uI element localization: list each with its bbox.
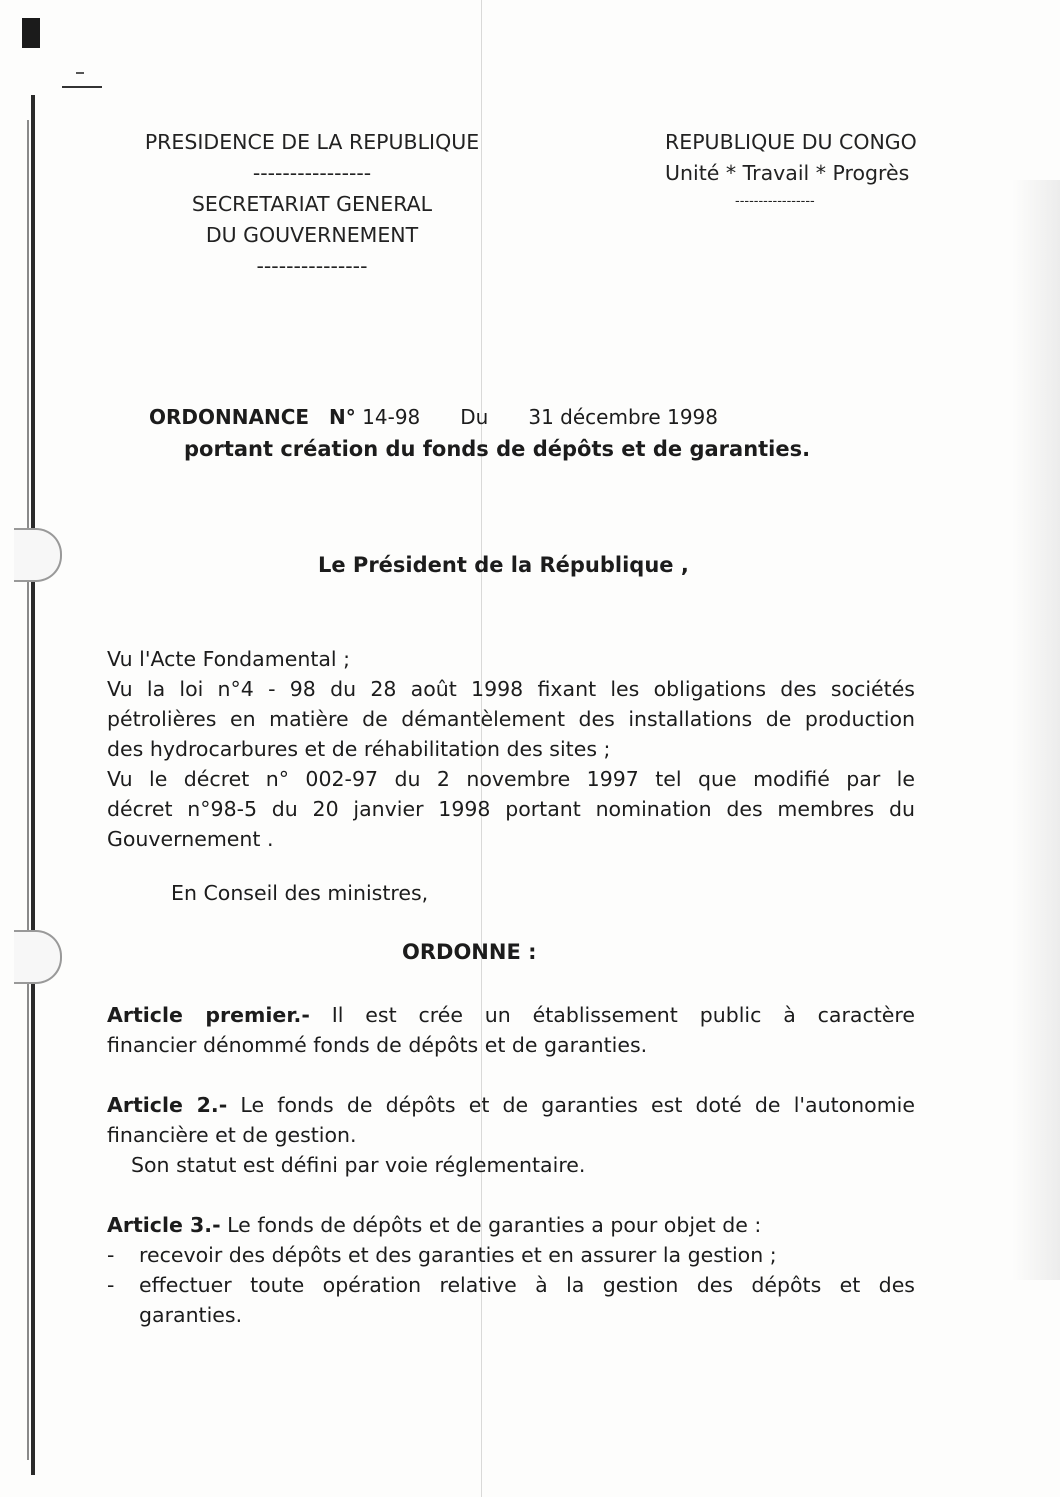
article-3-bullet-2 [107, 1270, 915, 1330]
article-3 [107, 1210, 915, 1330]
visas-block [107, 644, 915, 854]
president-heading: Le Président de la République , [318, 553, 689, 577]
punch-hole-upper [14, 528, 62, 582]
article-2-line-2: financière et de gestion. [107, 1123, 357, 1147]
visa-decret-line-3: Gouvernement . [107, 827, 274, 851]
article-2-text-1: Le fonds de dépôts et de garanties est doté de l'autonomie [240, 1093, 915, 1117]
visa-acte-fondamental: Vu l'Acte Fondamental ; [107, 647, 351, 671]
bullet-dash: - [107, 1273, 115, 1297]
ordonnance-label: ORDONNANCE [149, 405, 310, 429]
punch-hole-lower [14, 930, 62, 984]
header-gouvernement: DU GOUVERNEMENT [205, 223, 419, 247]
header-motto: Unité * Travail * Progrès [665, 161, 910, 185]
article-2-line-1 [107, 1090, 915, 1120]
ordonnance-date: 31 décembre 1998 [528, 405, 718, 429]
scan-corner-dots [76, 72, 84, 74]
article-2-title: Article 2.- [107, 1093, 228, 1117]
ordonnance-du: Du [460, 405, 489, 429]
header-left-separator-2: --------------- [256, 254, 368, 278]
conseil-line: En Conseil des ministres, [171, 881, 429, 905]
article-3-bullet-1-text: recevoir des dépôts et des garanties et en assurer la gestion ; [139, 1243, 777, 1267]
header-presidence: PRESIDENCE DE LA REPUBLIQUE [144, 130, 480, 154]
ordonne-heading: ORDONNE : [402, 940, 537, 964]
visa-loi-line-1: Vu la loi n°4 - 98 du 28 août 1998 fixant les obligations des sociétés [107, 677, 915, 701]
header-secretariat: SECRETARIAT GENERAL [191, 192, 433, 216]
article-2-line-3: Son statut est défini par voie réglementaire. [131, 1153, 586, 1177]
header-left-block [128, 127, 496, 282]
article-premier-title: Article premier.- [107, 1003, 310, 1027]
scan-corner-dash [62, 86, 102, 88]
article-3-bullet-2-line-1: effectuer toute opération relative à la gestion des dépôts et des [139, 1273, 915, 1297]
article-premier-text-1: Il est crée un établissement public à caractère [331, 1003, 915, 1027]
header-left-separator-1: ---------------- [252, 161, 372, 185]
header-republique: REPUBLIQUE DU CONGO [665, 130, 917, 154]
ordonnance-number-label: N° [329, 405, 356, 429]
article-2 [107, 1090, 915, 1180]
article-3-line-1 [107, 1210, 915, 1240]
visa-decret-line-2: décret n°98-5 du 20 janvier 1998 portant nomination des membres du [107, 797, 915, 821]
scan-corner-mark [22, 18, 40, 48]
article-premier [107, 1000, 915, 1060]
binding-edge [31, 95, 35, 1475]
binding-edge-shadow [27, 120, 29, 1460]
article-premier-line-1 [107, 1000, 915, 1030]
article-premier-line-2: financier dénommé fonds de dépôts et de garanties. [107, 1033, 648, 1057]
visa-loi-line-2: pétrolières en matière de démantèlement des installations de production [107, 707, 915, 731]
article-3-bullet-1 [107, 1240, 915, 1270]
bullet-dash: - [107, 1243, 115, 1267]
header-right-block [665, 127, 951, 215]
header-right-separator: ----------------- [735, 194, 815, 209]
visa-loi-line-3: des hydrocarbures et de réhabilitation des sites ; [107, 737, 611, 761]
ordonnance-heading [149, 405, 718, 429]
article-3-bullet-2-line-2: garanties. [139, 1303, 243, 1327]
ordonnance-subject: portant création du fonds de dépôts et de garanties. [184, 437, 811, 461]
article-3-text-1: Le fonds de dépôts et de garanties a pour objet de : [227, 1213, 762, 1237]
visa-decret-line-1: Vu le décret n° 002-97 du 2 novembre 1997 tel que modifié par le [107, 767, 915, 791]
ordonnance-number: 14-98 [362, 405, 421, 429]
article-3-title: Article 3.- [107, 1213, 221, 1237]
article-3-bullet-2-text [139, 1270, 915, 1330]
page-edge-shadow [1012, 180, 1060, 1280]
